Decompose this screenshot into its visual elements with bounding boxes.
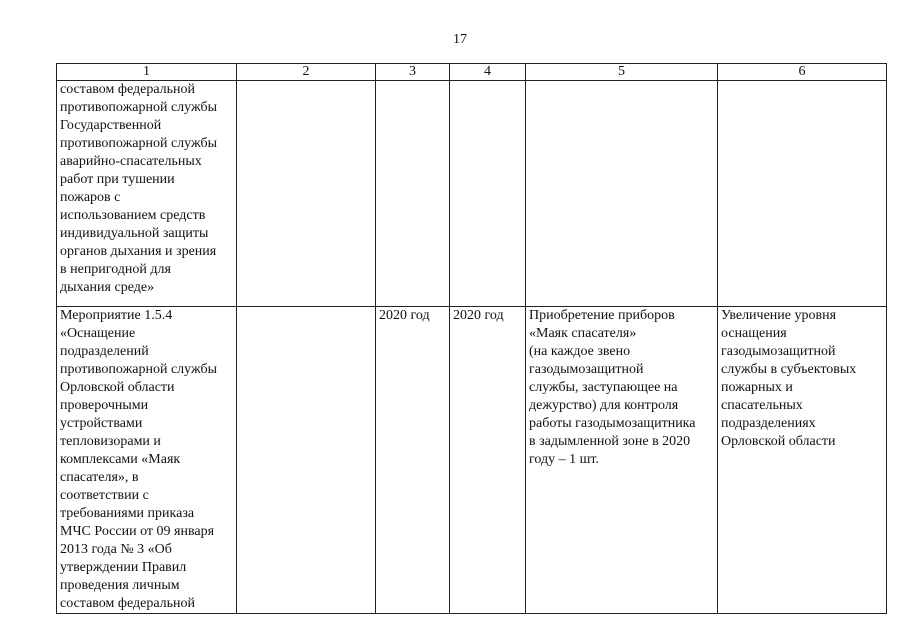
table-cell-responsible bbox=[237, 81, 376, 307]
document-table bbox=[56, 63, 887, 614]
table-cell-start: 2020 год bbox=[376, 307, 450, 614]
table-cell-end bbox=[450, 81, 526, 307]
column-header-1: 1 bbox=[57, 64, 237, 81]
column-header-4: 4 bbox=[450, 64, 526, 81]
table-cell-result bbox=[526, 81, 718, 307]
table-cell-end: 2020 год bbox=[450, 307, 526, 614]
column-header-3: 3 bbox=[376, 64, 450, 81]
table-cell-result: Приобретение приборов «Маяк спасателя» (на каждое звено газодымозащитной службы, заступающее на дежурство) для контроля работы газодымозащитника в задымленной зоне в 2020 году – 1 шт. bbox=[526, 307, 718, 614]
table-cell-description: Мероприятие 1.5.4 «Оснащение подразделений противопожарной службы Орловской области проверочными устройствами тепловизорами и комплексами «Маяк спасателя», в соответствии с требованиями приказа МЧС России от 09 января 2013 года № 3 «Об утверждении Правил проведения личным составом федеральной bbox=[57, 307, 237, 614]
column-header-2: 2 bbox=[237, 64, 376, 81]
table-cell-description: составом федеральной противопожарной службы Государственной противопожарной службы аварийно-спасательных работ при тушении пожаров с использованием средств индивидуальной защиты органов дыхания и зрения в непригодной для дыхания среде» bbox=[57, 81, 237, 307]
table-cell-effect: Увеличение уровня оснащения газодымозащитной службы в субъектовых пожарных и спасательных подразделениях Орловской области bbox=[718, 307, 887, 614]
table-row bbox=[57, 307, 887, 614]
table-cell-effect bbox=[718, 81, 887, 307]
column-header-6: 6 bbox=[718, 64, 887, 81]
table-header-row bbox=[57, 64, 887, 81]
table-cell-start bbox=[376, 81, 450, 307]
table-row bbox=[57, 81, 887, 307]
page-number: 17 bbox=[453, 32, 467, 47]
column-header-5: 5 bbox=[526, 64, 718, 81]
table-cell-responsible bbox=[237, 307, 376, 614]
